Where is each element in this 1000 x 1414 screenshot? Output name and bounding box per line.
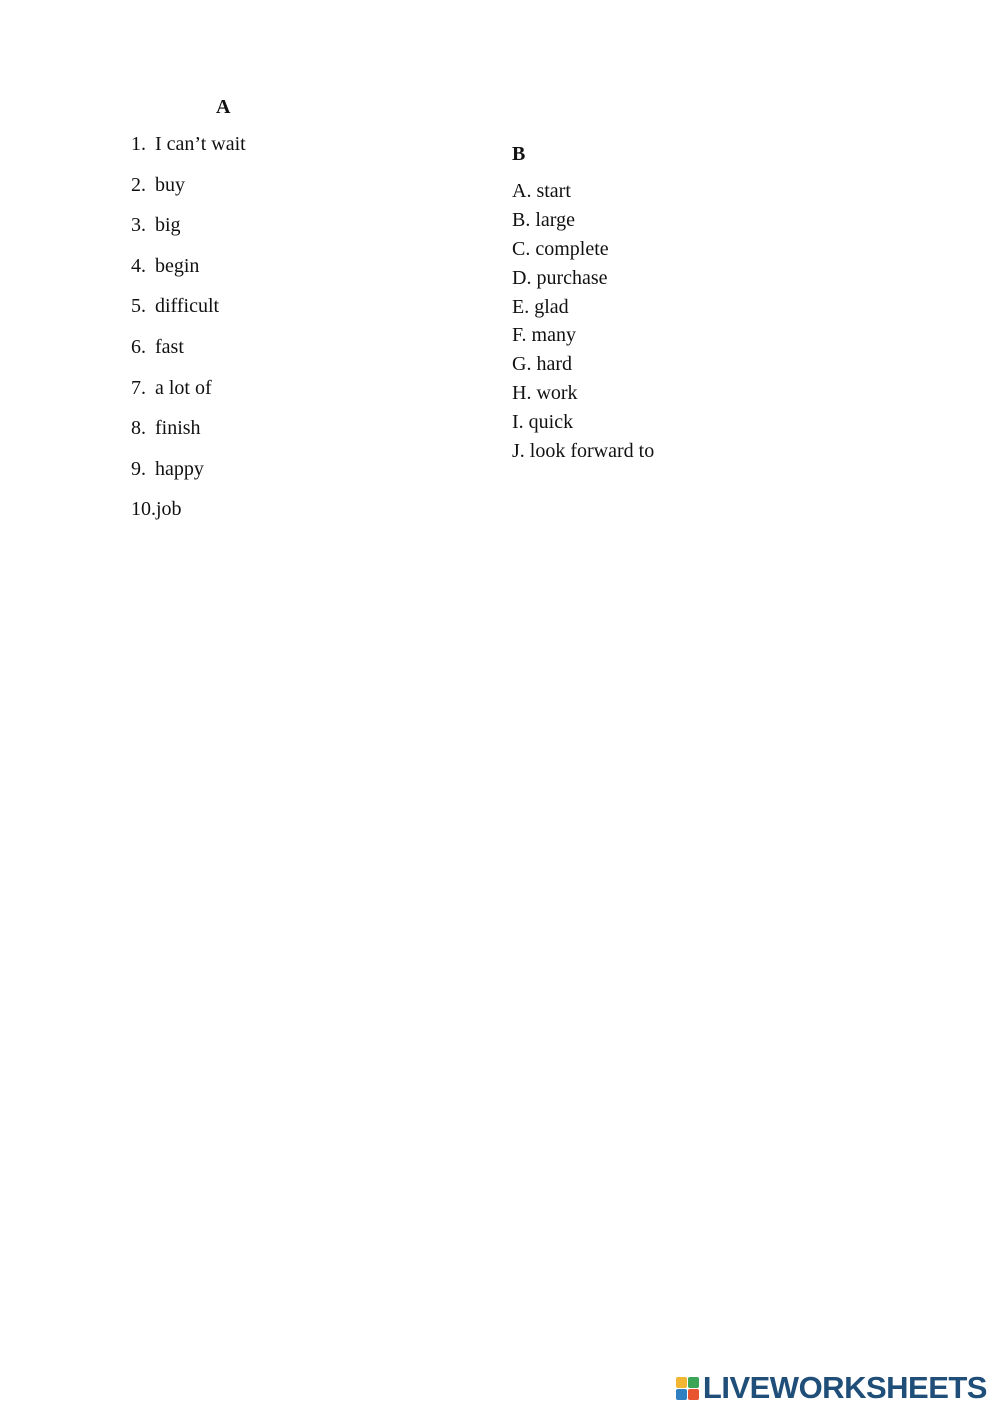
column-a-list [131,130,246,536]
item-number: 8. [131,417,146,440]
item-text: happy [155,457,204,480]
list-item [131,495,246,536]
list-item: B. large [512,208,575,231]
item-text: begin [155,254,200,277]
item-text: finish [155,417,201,440]
list-item [131,130,246,171]
logo-tile [676,1389,687,1400]
item-text: big [155,214,181,237]
list-item: I. quick [512,411,574,434]
list-item: E. glad [512,295,569,318]
column-b-heading: B [512,143,526,165]
logo-tile [688,1389,699,1400]
item-number: 4. [131,254,146,277]
item-number: 5. [131,295,146,318]
list-item [131,292,246,333]
item-number: 1. [131,133,146,155]
liveworksheets-brand [676,1370,987,1406]
list-item [131,171,246,212]
liveworksheets-logo-icon [676,1377,699,1400]
item-text: fast [155,335,184,358]
item-text: buy [155,173,185,196]
item-number: 6. [131,335,146,358]
item-text: job [156,498,182,521]
list-item [131,333,246,374]
list-item [131,374,246,415]
item-text: difficult [155,295,220,318]
item-number: 7. [131,376,146,399]
list-item: F. many [512,324,576,347]
list-item: A. start [512,180,571,202]
item-text: I can’t wait [155,133,246,155]
list-item [131,455,246,496]
logo-tile [688,1377,699,1388]
logo-tile [676,1377,687,1388]
item-number: 10. [131,498,156,521]
item-number: 3. [131,214,146,237]
list-item [131,252,246,293]
list-item: C. complete [512,237,609,260]
list-item: G. hard [512,353,572,376]
item-number: 2. [131,173,146,196]
column-b-list [512,177,654,466]
item-number: 9. [131,457,146,480]
item-text: a lot of [155,376,212,399]
list-item [131,414,246,455]
brand-wordmark: LIVEWORKSHEETS [702,1370,987,1405]
column-a-heading: A [216,96,231,118]
list-item: H. work [512,382,578,405]
list-item [131,211,246,252]
list-item: D. purchase [512,266,608,289]
list-item: J. look forward to [512,440,655,463]
